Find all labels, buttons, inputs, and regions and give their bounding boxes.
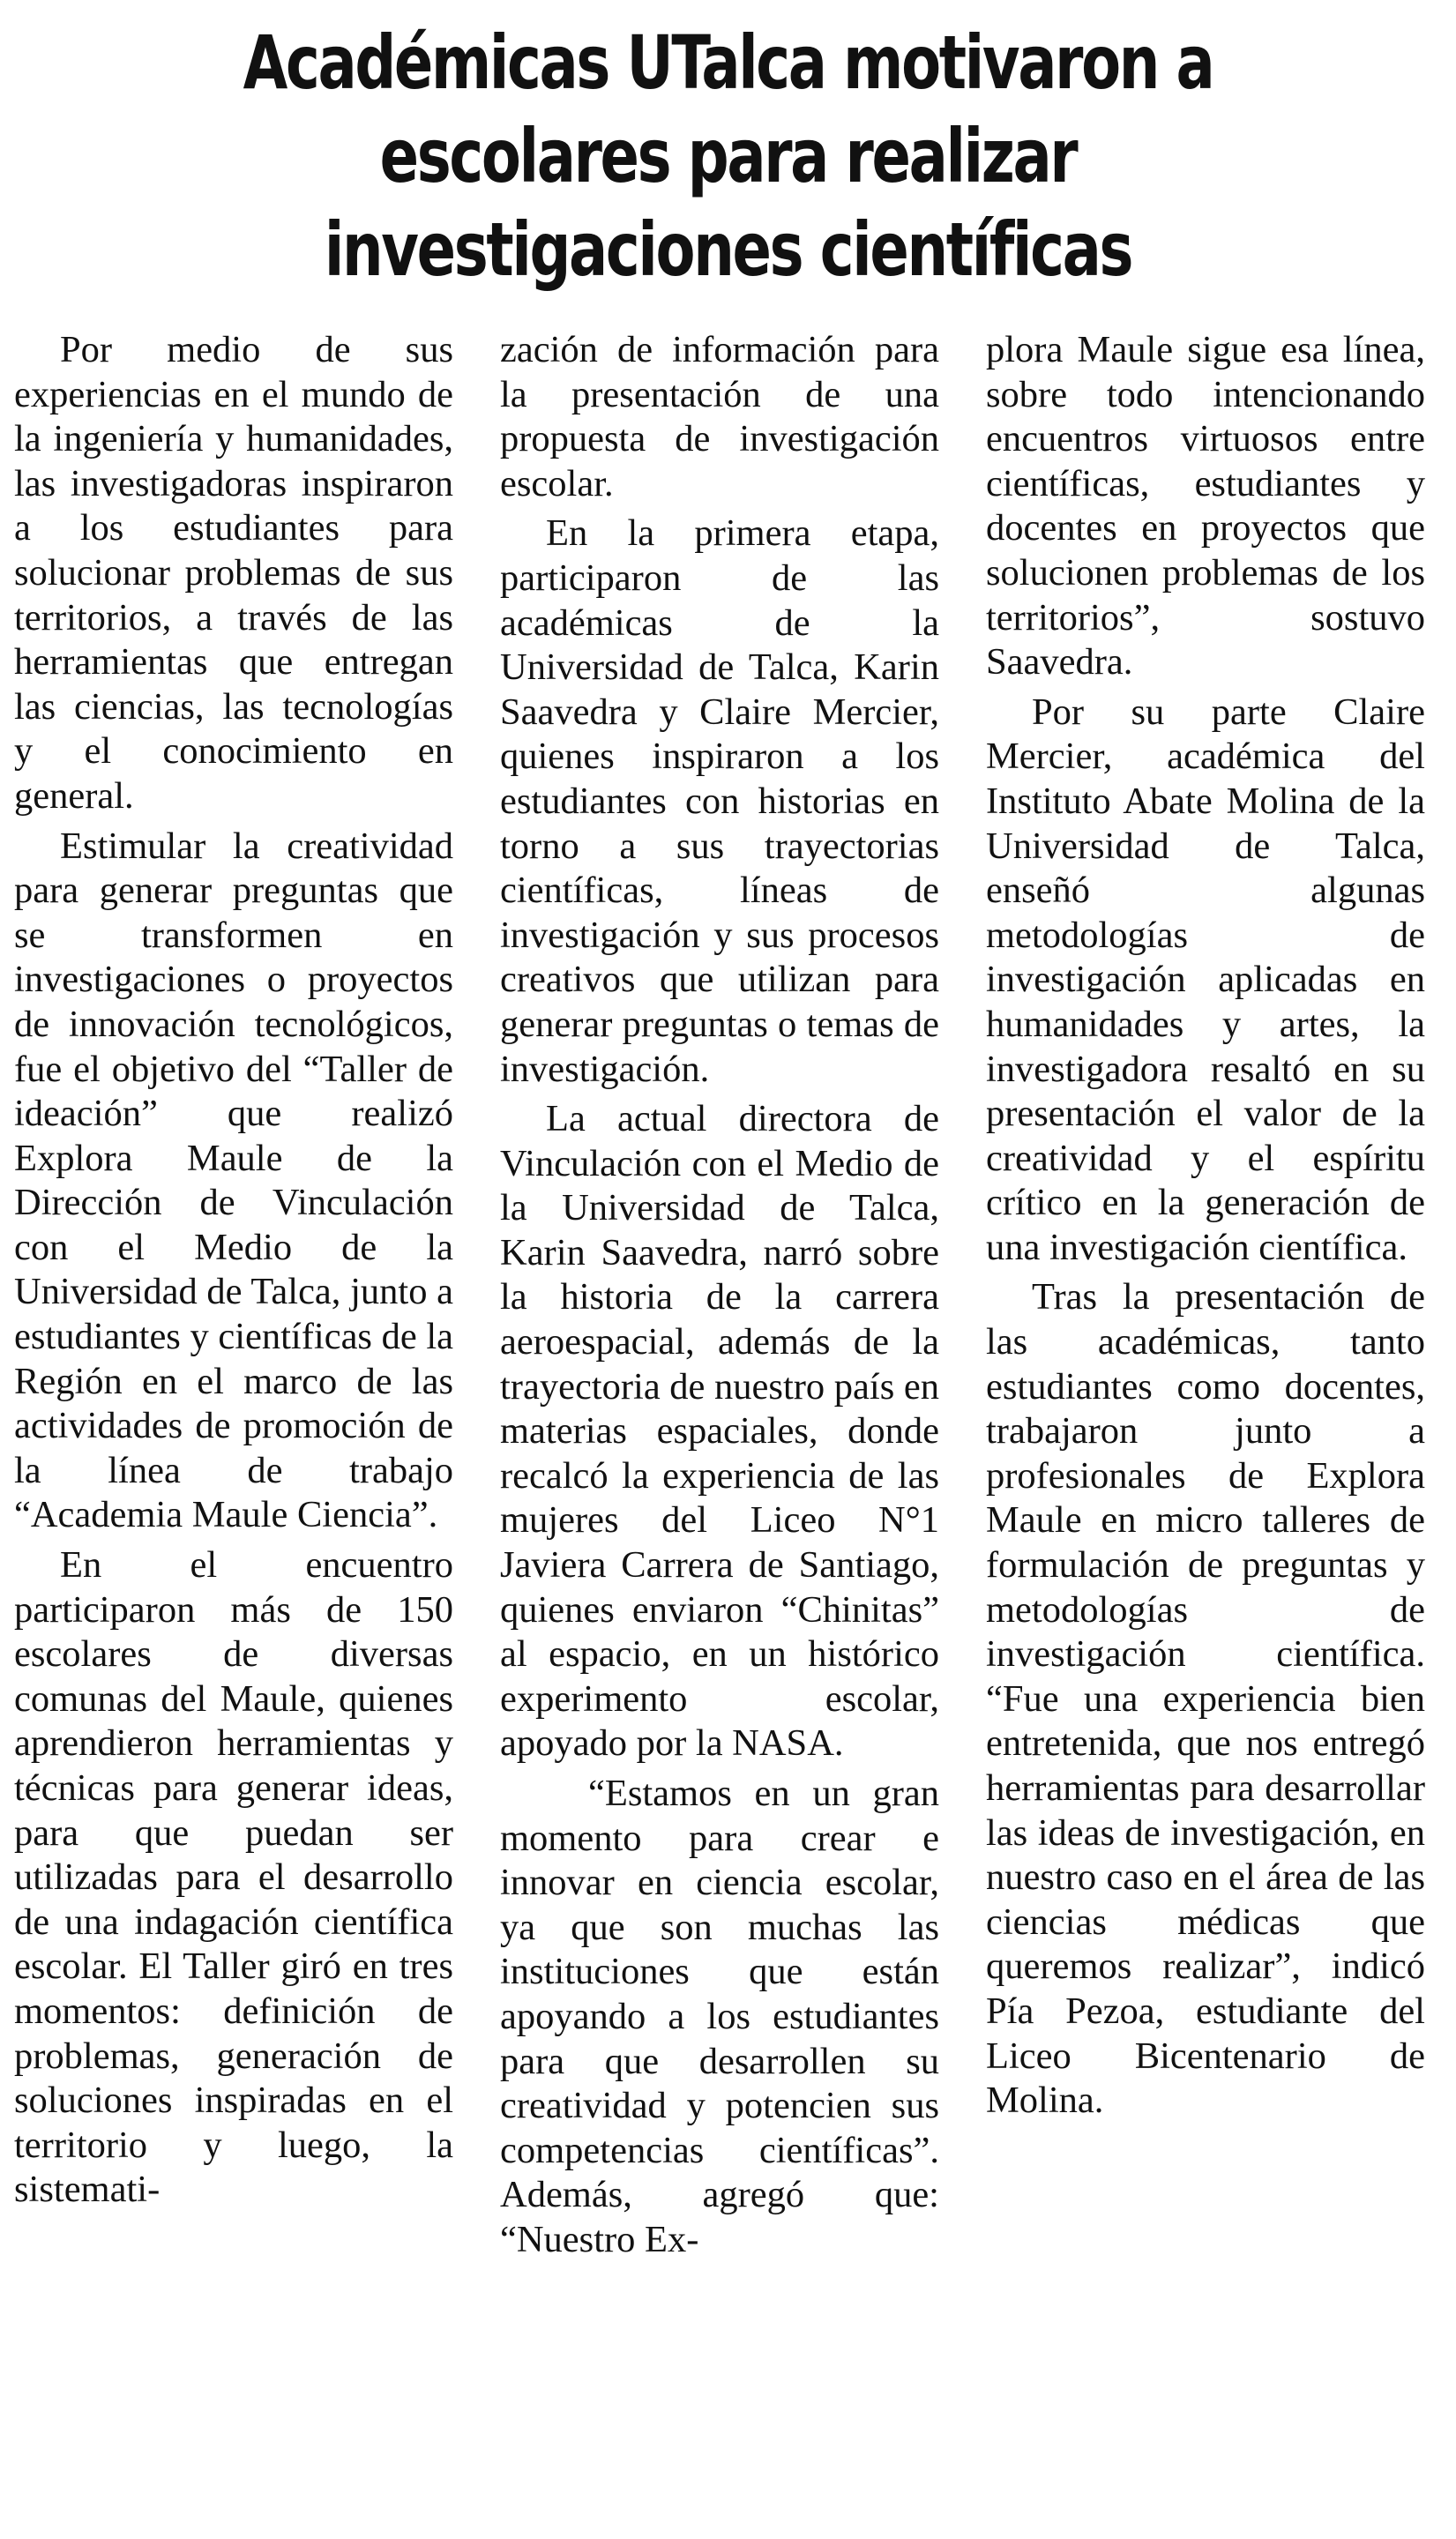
paragraph-continuation: plora Maule sigue esa línea, sobre todo intencionando encuentros virtuosos entre científicas, estudiantes y docentes en proyectos que solucionen problemas de los territorios”, sostuvo Saavedra.: [986, 329, 1425, 683]
text-column-1: [14, 328, 453, 2524]
paragraph: Estimular la creatividad para generar preguntas que se transformen en investigaciones o proyectos de innovación tecnológicos, fue el objetivo del “Taller de ideación” que realizó Explora Maule de la Dirección de Vinculación con el Medio de la Universidad de Talca, junto a estudiantes y científicas de la Región en el marco de las actividades de promoción de la línea de trabajo “Academia Maule Ciencia”.: [14, 825, 454, 1536]
paragraph: La actual directora de Vinculación con el Medio de la Universidad de Talca, Karin Saavedra, narró sobre la historia de la carrera aeroespacial, además de la trayectoria de nuestro país en materias espaciales, donde recalcó la experiencia de las mujeres del Liceo N°1 Javiera Carrera de Santiago, quienes enviaron “Chinitas” al espacio, en un histórico experimento escolar, apoyado por la NASA.: [500, 1098, 939, 1765]
paragraph: Por su parte Claire Mercier, académica del Instituto Abate Molina de la Universidad de Talca, enseñó algunas metodologías de investigación aplicadas en humanidades y artes, la investigadora resaltó en su presentación el valor de la creatividad y el espíritu crítico en la generación de una investigación científica.: [986, 691, 1425, 1268]
text-column-2: [500, 328, 939, 2524]
article-headline: [201, 16, 1254, 296]
paragraph: En la primera etapa, participaron de las académicas de la Universidad de Talca, Karin Saavedra y Claire Mercier, quienes inspiraron a los estudiantes con historias en torno a sus trayectorias científicas, líneas de investigación y sus procesos creativos que utilizan para generar preguntas o temas de investigación.: [500, 512, 939, 1090]
quote-paragraph: “Estamos en un gran momento para crear e innovar en ciencia escolar, ya que son muchas las instituciones que están apoyando a los estudiantes para que desarrollen su creatividad y potencien sus competencias científicas”. Además, agregó que: “Nuestro Ex-: [500, 1773, 939, 2260]
article-body: [14, 328, 1425, 2524]
headline-line-2: escolares para realizar: [379, 113, 1077, 199]
paragraph: En el encuentro participaron más de 150 escolares de diversas comunas del Maule, quienes aprendieron herramientas y técnicas para generar ideas, para que puedan ser utilizadas para el desarrollo de una indagación científica escolar. El Taller giró en tres momentos: definición de problemas, generación de soluciones inspiradas en el territorio y luego, la sistemati-: [14, 1544, 453, 2211]
headline-line-1: Académicas UTalca motivaron a: [243, 19, 1213, 106]
paragraph: Tras la presentación de las académicas, tanto estudiantes como docentes, trabajaron junto a profesionales de Explora Maule en micro talleres de formulación de preguntas y metodologías de investigación científica. “Fue una experiencia bien entretenida, que nos entregó herramientas para desarrollar las ideas de investigación, en nuestro caso en el área de las ciencias médicas que queremos realizar”, indicó Pía Pezoa, estudiante del Liceo Bicentenario de Molina.: [986, 1276, 1425, 2122]
headline-line-3: investigaciones científicas: [324, 206, 1132, 293]
paragraph: Por medio de sus experiencias en el mundo de la ingeniería y humanidades, las investigadoras inspiraron a los estudiantes para solucionar problemas de sus territorios, a través de las herramientas que entregan las ciencias, las tecnologías y el conocimiento en general.: [14, 329, 453, 817]
text-column-3: [986, 328, 1425, 2524]
paragraph-continuation: zación de información para la presentación de una propuesta de investigación escolar.: [500, 329, 939, 504]
